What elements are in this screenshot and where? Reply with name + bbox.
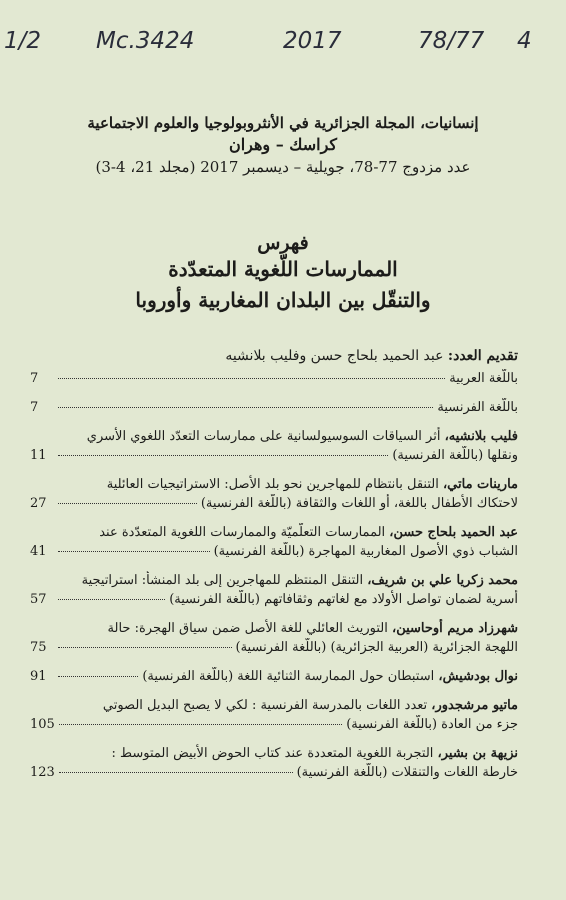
dot-leader [58,676,138,677]
dot-leader [58,503,197,504]
toc-line [30,744,518,763]
toc-title-text: اللهجة الجزائرية (العربية الجزائرية) (باللّغة الفرنسية) [235,640,518,655]
dot-leader [58,551,210,552]
toc-title-text: أثر السياقات السوسيولسانية على ممارسات التعدّد اللغوي الأسري [86,429,441,444]
toc-page-number: 27 [30,496,47,511]
toc-title-text: باللّغة الفرنسية [437,400,518,415]
toc-page-number: 7 [30,371,39,386]
toc-line-text [214,542,518,561]
toc-line [30,696,518,715]
toc-line-text [107,475,518,494]
toc-line-text [392,446,518,465]
toc-page-number: 105 [30,717,55,732]
toc-title-text: التنقل المنتظم للمهاجرين إلى بلد المنشأ: استراتيجية [81,573,364,588]
journal-title: إنسانيات، المجلة الجزائرية في الأنثروبولوجيا والعلوم الاجتماعية [87,114,479,132]
dossier-title [0,254,566,316]
toc-line [30,427,518,446]
toc-line-text [346,715,518,734]
toc-title-text: التجربة اللغوية المتعددة عند كتاب الحوض الأبيض المتوسط : [111,746,434,761]
toc-title-text: الممارسات التعلّميّة والممارسات اللغوية المتعدّدة عند [99,525,386,540]
handwritten-reference: Mc.3424 [96,28,195,54]
toc-line [30,590,518,609]
toc-line-text [111,744,518,763]
dot-leader [58,407,433,408]
toc-title-text: التوريث العائلي للغة الأصل ضمن سياق الهجرة: حالة [107,621,388,636]
toc-line-text [449,369,518,388]
toc-line [30,494,518,513]
toc-line-text [169,590,518,609]
toc-title-text: أسرية لضمان تواصل الأولاد مع لغاتهم وثقافاتهم (باللّغة الفرنسية) [169,592,518,607]
toc-entry [30,571,518,609]
toc-line [30,446,518,465]
issue-presentation [30,348,518,364]
journal-publisher: كراسك – وهران [228,135,338,154]
toc-title-text: التنقل بانتظام للمهاجرين نحو بلد الأصل: الاستراتيجيات العائلية [106,477,439,492]
handwritten-year: 2017 [283,28,342,54]
toc-author: فليب بلانشيه، [444,429,518,444]
toc-entry [30,744,518,782]
table-of-contents [30,369,518,792]
toc-entry [30,427,518,465]
handwritten-fraction: 1/2 [4,28,42,54]
toc-line [30,619,518,638]
toc-line-text [108,619,518,638]
toc-line-text [236,638,518,657]
handwritten-page-number: 4 [517,28,532,54]
presentation-label: تقديم العدد: [447,348,518,364]
toc-entry [30,523,518,561]
toc-line [30,475,518,494]
dot-leader [59,772,293,773]
toc-entry [30,667,518,686]
toc-entry [30,696,518,734]
toc-page-number: 7 [30,400,39,415]
toc-entry [30,398,518,417]
toc-page-number: 11 [30,448,47,463]
toc-heading: فهرس [257,232,309,254]
toc-entry [30,369,518,388]
toc-page-number: 41 [30,544,47,559]
toc-author: نزيهة بن بشير، [437,746,518,761]
toc-line-text [297,763,518,782]
toc-title-text: لاحتكاك الأطفال باللغة، أو اللغات والثقافة (باللّغة الفرنسية) [200,496,518,511]
toc-author: نوال بودشيش، [438,669,518,684]
dot-leader [58,378,445,379]
toc-page-number: 91 [30,669,47,684]
toc-author: عبد الحميد بلحاج حسن، [389,525,518,540]
toc-line-text [82,571,518,590]
presentation-authors: عبد الحميد بلحاج حسن وفليب بلانشيه [225,348,444,364]
dot-leader [58,647,232,648]
toc-line-text [437,398,518,417]
toc-author: ماتيو مرشجدور، [431,698,518,713]
toc-line [30,638,518,657]
toc-line-text [87,427,518,446]
toc-author: مارينات ماتي، [442,477,518,492]
toc-page-number: 123 [30,765,55,780]
dossier-title-line-2: والتنقّل بين البلدان المغاربية وأوروبا [135,288,431,312]
toc-entry [30,619,518,657]
dot-leader [58,455,388,456]
toc-line-text [201,494,518,513]
toc-line-text [142,667,518,686]
toc-page-number: 75 [30,640,47,655]
toc-title-text: جزء من العادة (باللّغة الفرنسية) [346,717,518,732]
toc-line [30,523,518,542]
toc-title-text: خارطة اللغات والتنقلات (باللّغة الفرنسية) [296,765,518,780]
dossier-title-line-1: الممارسات اللّغوية المتعدّدة [168,257,398,281]
toc-line [30,715,518,734]
toc-line [30,542,518,561]
toc-author: شهرزاد مريم أوحاسين، [392,621,518,636]
dot-leader [59,724,342,725]
toc-title-text: استبطان حول الممارسة الثنائية اللغة (باللّغة الفرنسية) [142,669,435,684]
toc-entry [30,475,518,513]
toc-title-text: الشباب ذوي الأصول المغاربية المهاجرة (باللّغة الفرنسية) [213,544,518,559]
toc-title-text: تعدد اللغات بالمدرسة الفرنسية : لكي لا يصبح البديل الصوتي [102,698,428,713]
journal-header [0,112,566,178]
issue-line: عدد مزدوج 77-78، جويلية – ديسمبر 2017 (مجلد 21، 4-3) [95,158,471,176]
toc-title-text: ونقلها (باللّغة الفرنسية) [392,448,518,463]
toc-line [30,369,518,388]
toc-title-text: باللّغة العربية [449,371,518,386]
toc-line [30,667,518,686]
toc-line [30,398,518,417]
toc-page-number: 57 [30,592,47,607]
toc-line-text [99,523,518,542]
toc-line [30,763,518,782]
toc-author: محمد زكريا علي بن شريف، [367,573,518,588]
toc-line [30,571,518,590]
dot-leader [58,599,165,600]
toc-line-text [103,696,518,715]
handwritten-issue: 78/77 [418,28,485,54]
